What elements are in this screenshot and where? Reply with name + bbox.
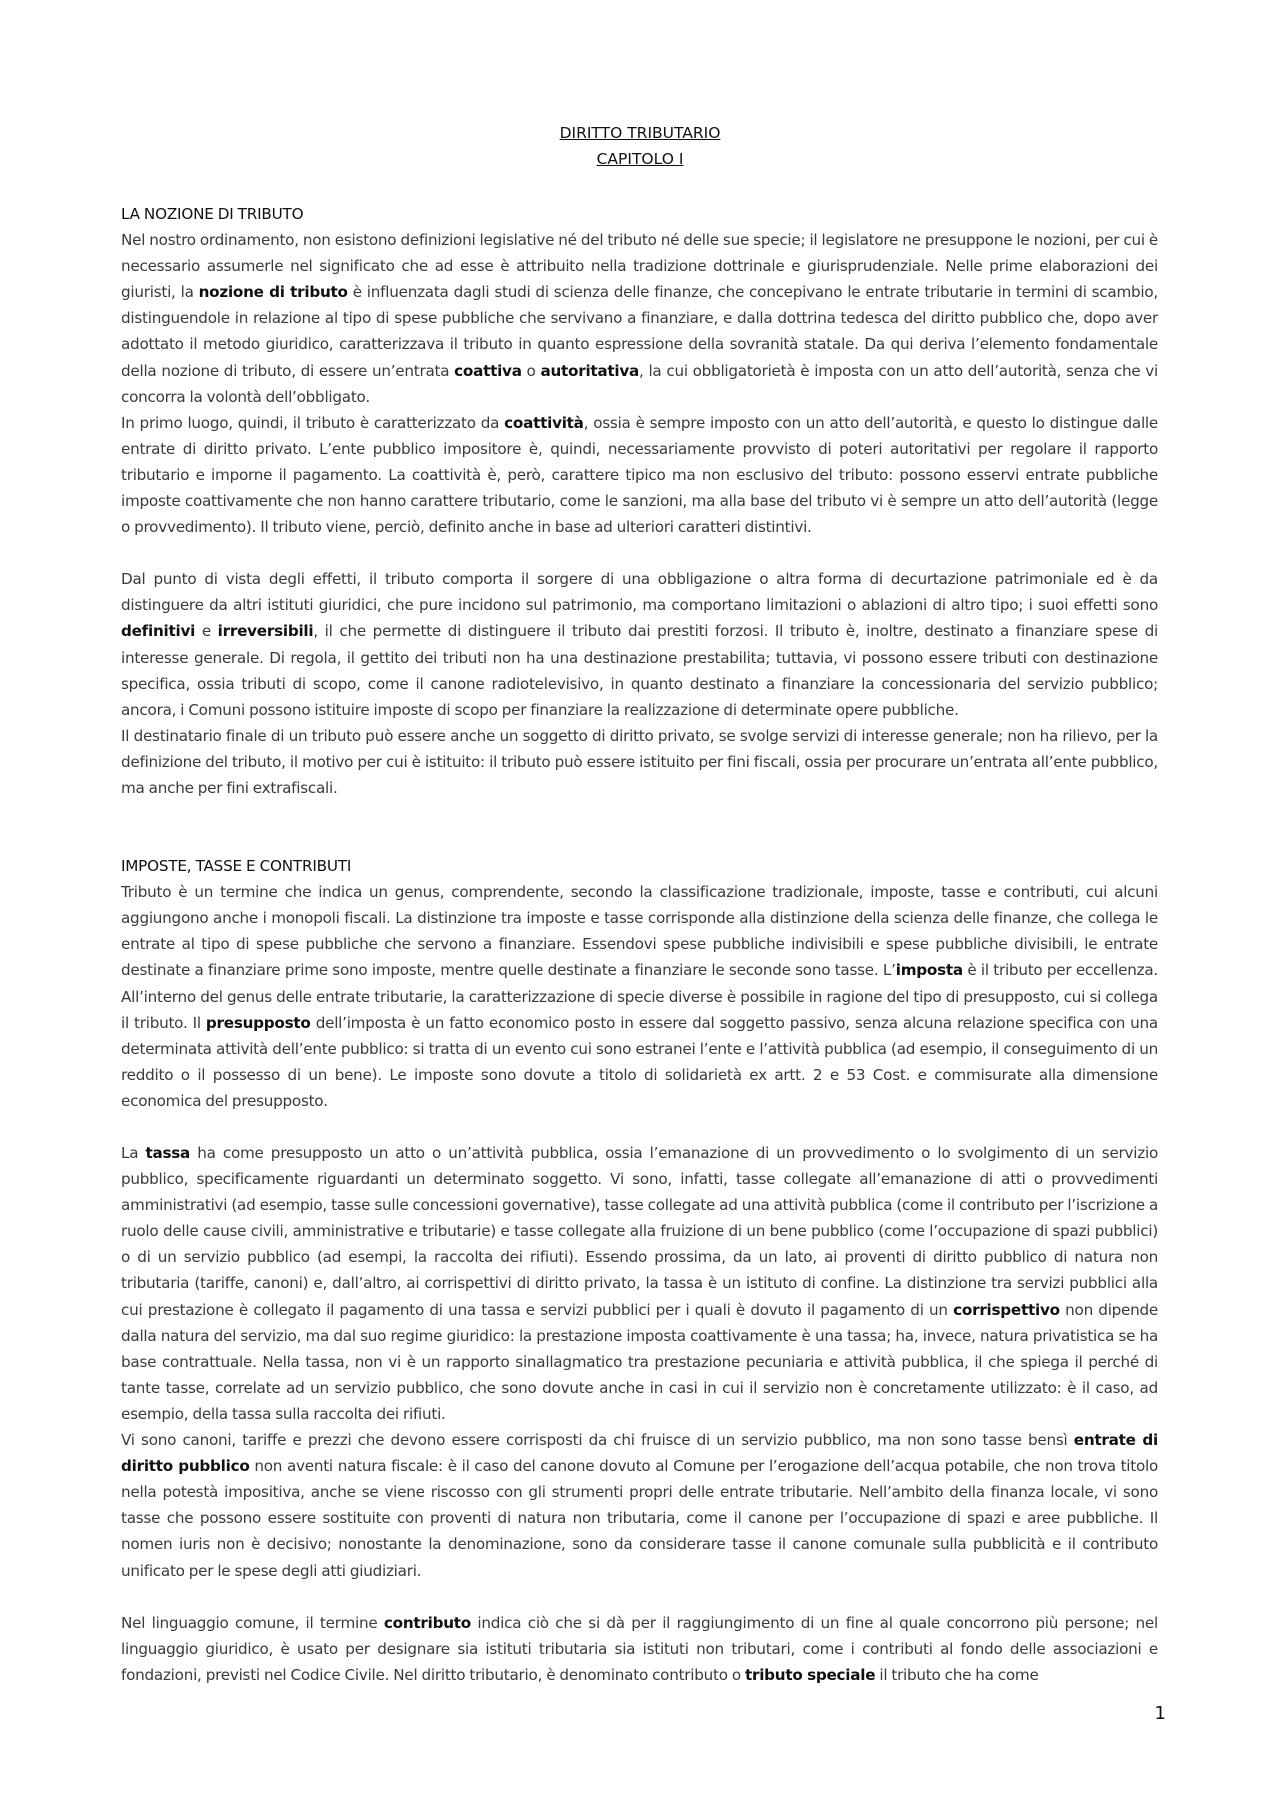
text-run: La <box>121 1144 146 1162</box>
text-run: non dipende dalla natura del servizio, ma dal suo regime giuridico: la prestazione imposta coattivamente è una tassa; ha, invece, natura privatistica se ha base contrattuale. Nella tassa, non vi è un rapporto sinallagmatico tra prestazione pecuniaria e attività pubblica, il che spiega il perché di tante tasse, correlate ad un servizio pubblico, che sono dovute anche in casi in cui il servizio non è concretamente utilizzato: è il caso, ad esempio, della tassa sulla raccolta dei rifiuti. <box>121 1300 1159 1423</box>
bold-term: coattività <box>504 413 584 432</box>
paragraph <box>121 879 1158 1114</box>
paragraph <box>121 723 1158 801</box>
text-run: è il tributo per eccellenza. All’interno del genus delle entrate tributarie, la caratterizzazione di specie diverse è possibile in ragione del tipo di presupposto, cui si collega il tributo. Il <box>121 961 1158 1032</box>
bold-term: corrispettivo <box>953 1300 1060 1319</box>
document-title: DIRITTO TRIBUTARIO <box>559 124 721 142</box>
text-run: Il destinatario finale di un tributo può essere anche un soggetto di diritto privato, se svolge servizi di interesse generale; non ha rilievo, per la definizione del tributo, il motivo per cui è istituito: il tributo può essere istituito per fini fiscali, ossia per procurare un’entrata all’ente pubblico, ma anche per fini extrafiscali. <box>121 726 1158 797</box>
text-run: Nel linguaggio comune, il termine <box>121 1613 384 1632</box>
paragraph-spacer <box>121 1584 1158 1610</box>
bold-term: irreversibili <box>217 622 314 641</box>
paragraph <box>121 1610 1158 1688</box>
bold-term: entrate di diritto pubblico <box>121 1431 1158 1476</box>
bold-term: coattiva <box>454 361 522 380</box>
text-run: o <box>521 361 541 380</box>
text-run: Nel nostro ordinamento, non esistono definizioni legislative né del tributo né delle sue specie; il legislatore ne presuppone le nozioni, per cui è necessario assumerle nel significato che ad esse è attribuito nella tradizione dottrinale e giurisprudenziale. Nelle prime elaborazioni dei giuristi, la <box>121 231 1158 302</box>
paragraph <box>121 1140 1158 1427</box>
page-number: 1 <box>1154 1703 1166 1724</box>
text-run: indica ciò che si dà per il raggiungimento di un fine al quale concorrono più persone; nel linguaggio giuridico, è usato per designare sia istituti tributaria sia istituti non tributari, come i contributi al fondo delle associazioni e fondazioni, previsti nel Codice Civile. Nel diritto tributario, è denominato contributo o <box>121 1613 1158 1684</box>
section-spacer <box>121 801 1158 853</box>
bold-term: tributo speciale <box>744 1665 876 1684</box>
text-run: non aventi natura fiscale: è il caso del canone dovuto al Comune per l’erogazione dell’acqua potabile, che non trova titolo nella potestà impositiva, anche se viene riscosso con gli strumenti propri delle entrate tributarie. Nell’ambito della finanza locale, vi sono tasse che possono essere sostituite con proventi di natura non tributaria, come il canone per l’occupazione di spazi e aree pubbliche. Il nomen iuris non è decisivo; nonostante la denominazione, sono da considerare tasse il canone comunale sulla pubblicità e il contributo unificato per le spese degli atti giudiziari. <box>121 1457 1158 1580</box>
paragraph <box>121 410 1158 540</box>
bold-term: definitivi <box>121 622 196 641</box>
document-body <box>121 201 1158 1688</box>
bold-term: presupposto <box>205 1013 311 1032</box>
paragraph <box>121 227 1158 410</box>
text-run: ha come presupposto un atto o un’attività pubblica, ossia l’emanazione di un provvedimento o lo svolgimento di un servizio pubblico, specificamente riguardanti un determinato soggetto. Vi sono, infatti, tasse collegate all’emanazione di atti o provvedimenti amministrativi (ad esempio, tasse sulle concessioni governative), tasse collegate ad una attività pubblica (come il contributo per l’iscrizione a ruolo delle cause civili, amministrative e tributarie) e tasse collegate alla fruizione di un bene pubblico (come l’occupazione di spazi pubblici) o di un servizio pubblico (ad esempi, la raccolta dei rifiuti). Essendo prossima, da un lato, ai proventi di diritto pubblico di natura non tributaria (tariffe, canoni) e, dall’altro, ai corrispettivi di diritto privato, la tassa è un istituto di confine. La distinzione tra servizi pubblici alla cui prestazione è collegato il pagamento di una tassa e servizi pubblici per i quali è dovuto il pagamento di un <box>121 1144 1158 1319</box>
text-run: , il che permette di distinguere il tributo dai prestiti forzosi. Il tributo è, inoltre, destinato a finanziare spese di interesse generale. Di regola, il gettito dei tributi non ha una destinazione prestabilita; tuttavia, vi possono essere tributi con destinazione specifica, ossia tributi di scopo, come il canone radiotelevisivo, in quanto destinato a finanziare la concessionaria del servizio pubblico; ancora, i Comuni possono istituire imposte di scopo per finanziare la realizzazione di determinate opere pubbliche. <box>121 622 1159 719</box>
bold-term: contributo <box>383 1613 471 1632</box>
paragraph <box>121 566 1158 723</box>
text-run: In primo luogo, quindi, il tributo è caratterizzato da <box>121 413 505 432</box>
bold-term: imposta <box>895 961 963 980</box>
text-run: il tributo che ha come <box>875 1665 1039 1684</box>
text-run: , ossia è sempre imposto con un atto dell’autorità, e questo lo distingue dalle entrate di diritto privato. L’ente pubblico impositore è, quindi, necessariamente provvisto di poteri autoritativi per regolare il rapporto tributario e imporne il pagamento. La coattività è, però, carattere tipico ma non esclusivo del tributo: possono esservi entrate pubbliche imposte coattivamente che non hanno carattere tributario, come le sanzioni, ma alla base del tributo vi è sempre un atto dell’autorità (legge o provvedimento). Il tributo viene, perciò, definito anche in base ad ulteriori caratteri distintivi. <box>121 413 1158 537</box>
text-run: , la cui obbligatorietà è imposta con un atto dell’autorità, senza che vi concorra la volontà dell’obbligato. <box>121 361 1158 406</box>
text-run: è influenzata dagli studi di scienza delle finanze, che concepivano le entrate tributarie in termini di scambio, distinguendole in relazione al tipo di spese pubbliche che servivano a finanziare, e dalla dottrina tedesca del diritto pubblico che, dopo aver adottato il metodo giuridico, caratterizzava il tributo in quanto espressione della sovranità statale. Da qui deriva l’elemento fondamentale della nozione di tributo, di essere un’entrata <box>121 283 1158 380</box>
bold-term: tassa <box>145 1144 191 1162</box>
paragraph-spacer <box>121 1114 1158 1140</box>
bold-term: autoritativa <box>540 361 640 380</box>
text-run: Vi sono canoni, tariffe e prezzi che devono essere corrisposti da chi fruisce di un servizio pubblico, ma non sono tasse bensì <box>121 1431 1074 1450</box>
bold-term: nozione di tributo <box>198 283 348 302</box>
text-run: dell’imposta è un fatto economico posto in essere dal soggetto passivo, senza alcuna relazione specifica con una determinata attività dell’ente pubblico: si tratta di un evento cui sono estranei l’ente e l’attività pubblica (ad esempio, il conseguimento di un reddito o il possesso di un bene). Le imposte sono dovute a titolo di solidarietà ex artt. 2 e 53 Cost. e commisurate alla dimensione economica del presupposto. <box>121 1013 1158 1110</box>
paragraph-spacer <box>121 540 1158 566</box>
chapter-title: CAPITOLO I <box>596 150 684 168</box>
text-run: e <box>195 622 218 641</box>
paragraph <box>121 1427 1158 1584</box>
text-run: Dal punto di vista degli effetti, il tributo comporta il sorgere di una obbligazione o altra forma di decurtazione patrimoniale ed è da distinguere da altri istituti giuridici, che pure incidono sul patrimonio, ma comportano limitazioni o ablazioni di altro tipo; i suoi effetti sono <box>121 570 1158 615</box>
text-run: Tributo è un termine che indica un genus, comprendente, secondo la classificazione tradizionale, imposte, tasse e contributi, cui alcuni aggiungono anche i monopoli fiscali. La distinzione tra imposte e tasse corrisponde alla distinzione della scienza delle finanze, che collega le entrate al tipo di spese pubbliche che servono a finanziare. Essendovi spese pubbliche indivisibili e spese pubbliche divisibili, le entrate destinate a finanziare prime sono imposte, mentre quelle destinate a finanziare le seconde sono tasse. L’ <box>121 883 1158 980</box>
section-heading: LA NOZIONE DI TRIBUTO <box>121 205 304 223</box>
section-heading: IMPOSTE, TASSE E CONTRIBUTI <box>121 857 352 876</box>
